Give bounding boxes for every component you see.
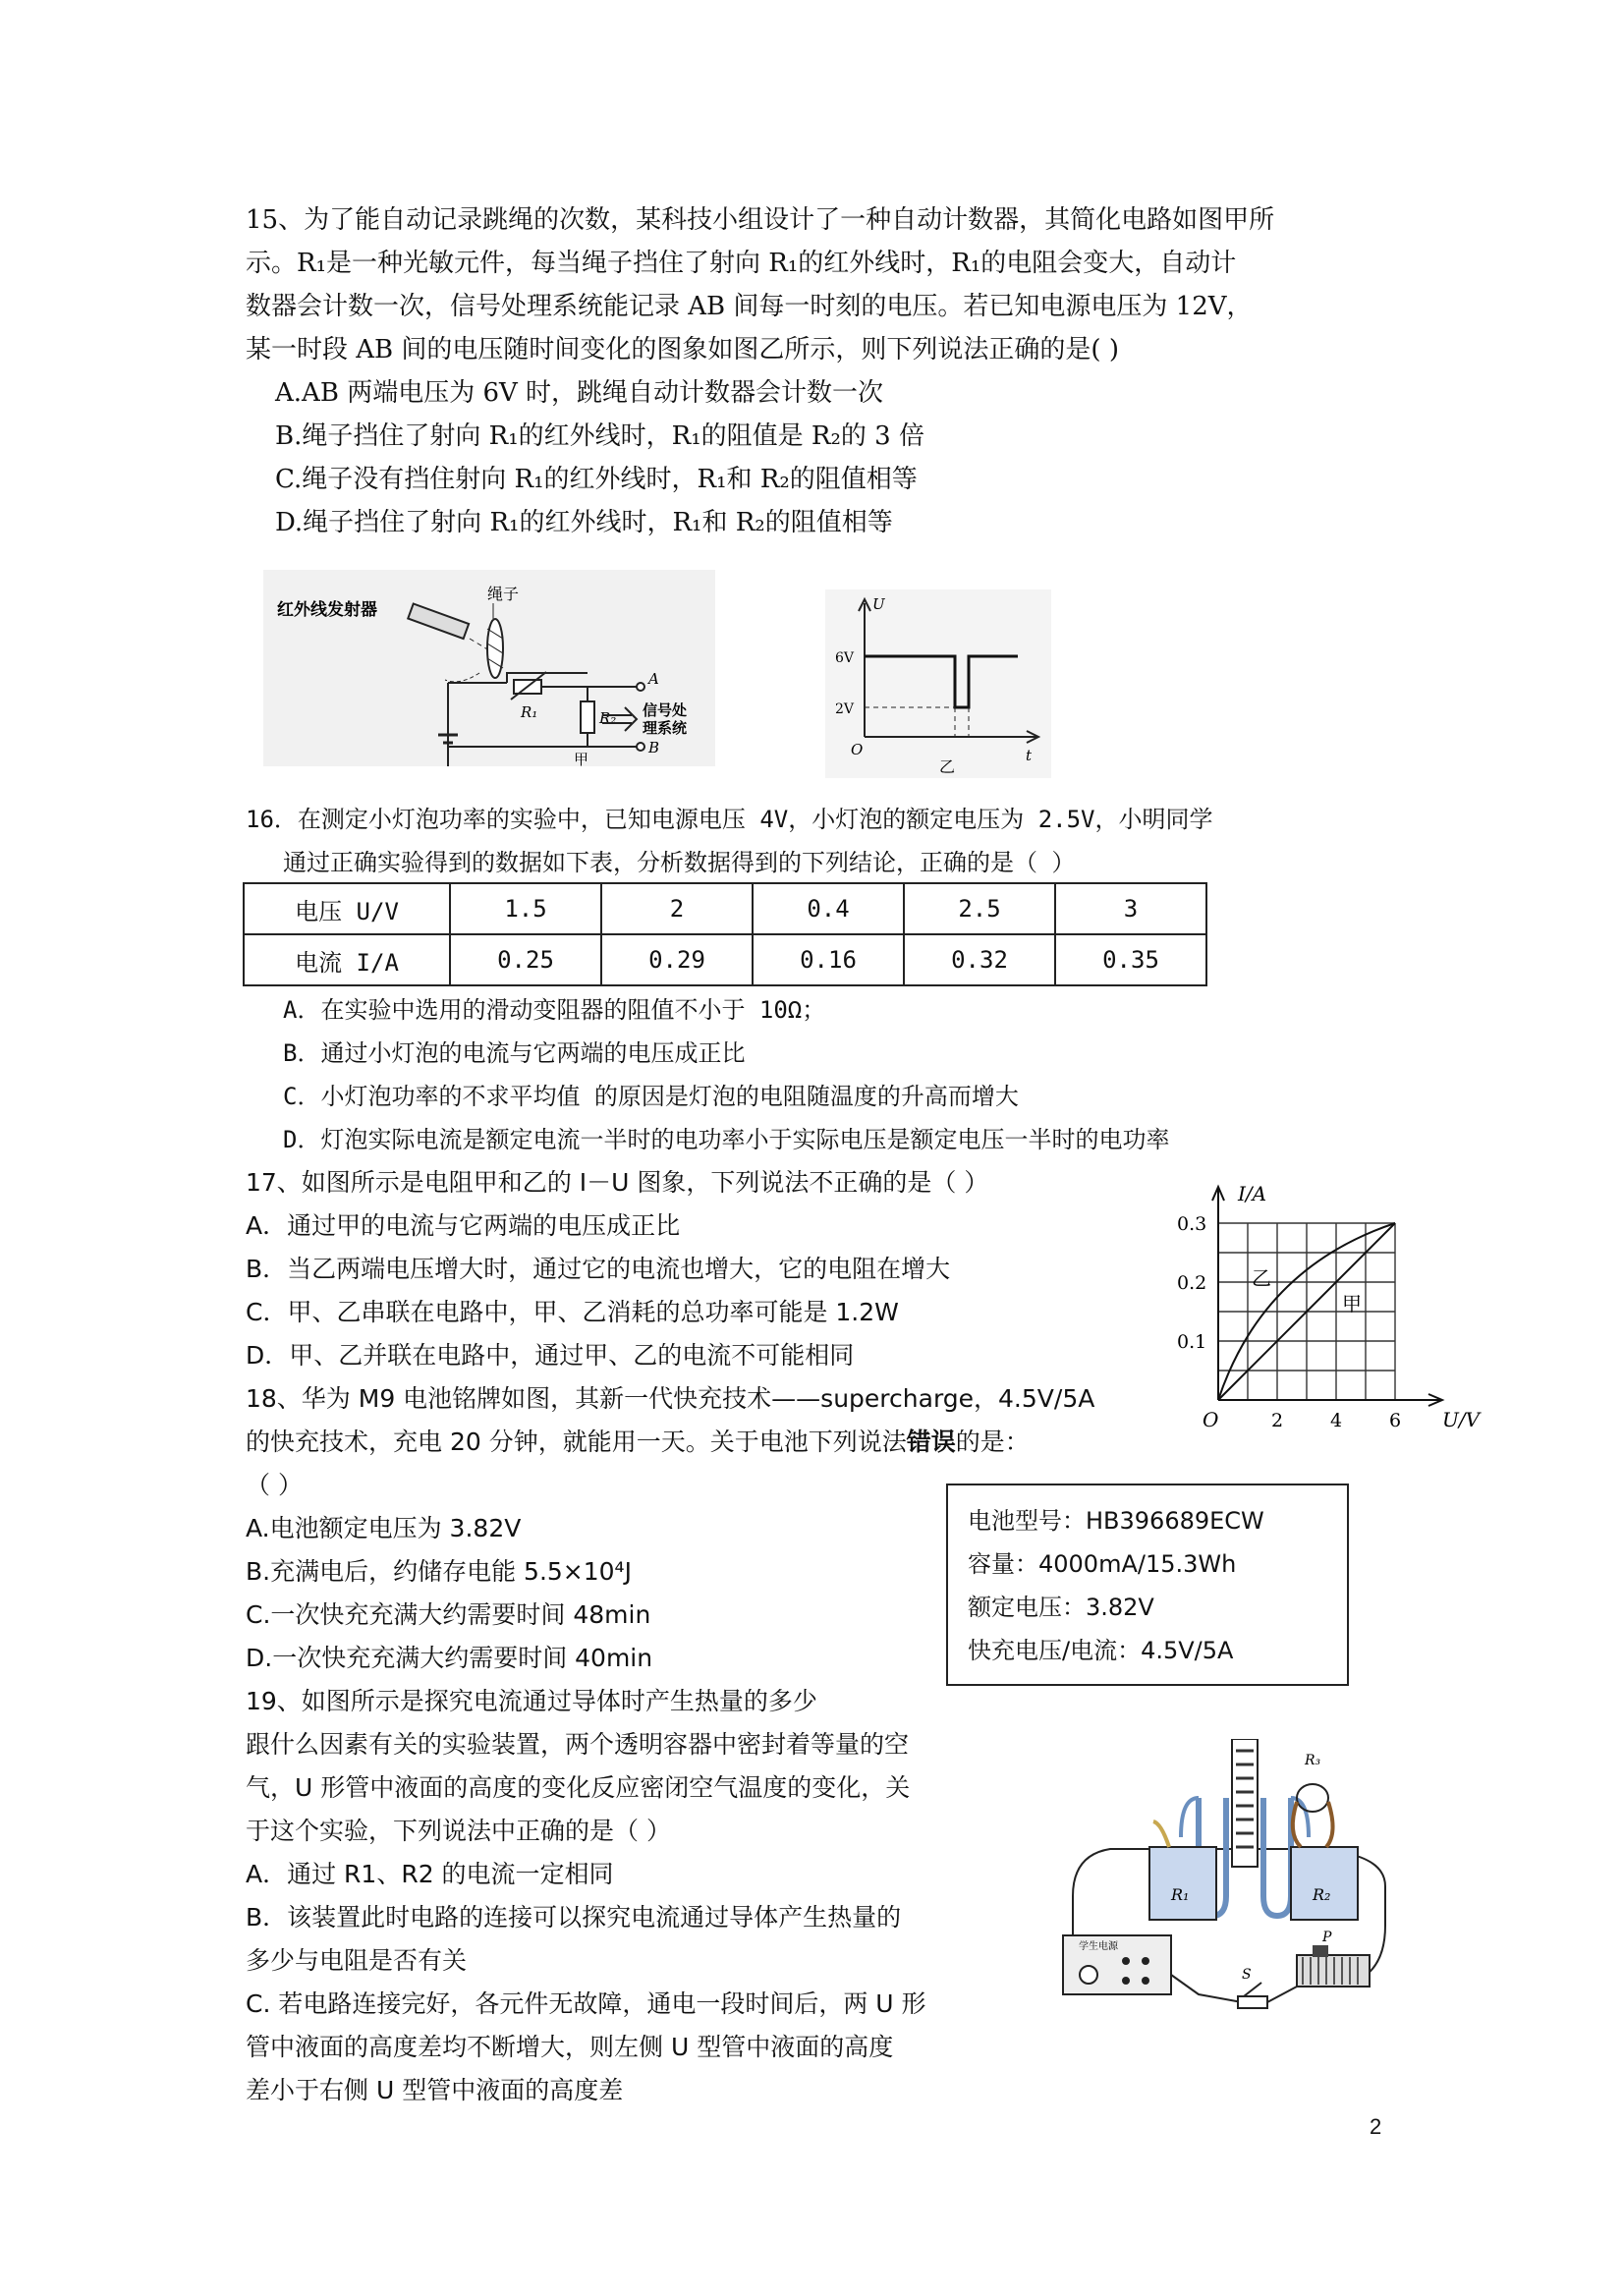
q15-line-4: 某一时段 AB 间的电压随时间变化的图象如图乙所示，则下列说法正确的是( ) [246, 335, 1119, 364]
slider-label: P [1322, 1930, 1332, 1945]
q19-line-4: 于这个实验，下列说法中正确的是（ ） [246, 1817, 671, 1845]
q18-stem-text: 的快充技术，充电 20 分钟，就能用一天。关于电池下列说法 [246, 1428, 907, 1456]
six-volt-tick: 6V [835, 650, 855, 666]
u-axis-label: U [872, 595, 885, 613]
origin-label: O [851, 741, 864, 758]
table-cell: 电流 I/A [244, 934, 450, 985]
u-axis-label: U/V [1442, 1408, 1481, 1431]
q15-line-3: 数器会计数一次，信号处理系统能记录 AB 间每一时刻的电压。若已知电源电压为 12V， [246, 292, 1253, 321]
q17-iu-graph [1169, 1179, 1493, 1444]
q18-paren: （ ） [246, 1471, 303, 1499]
q15-line-1: 15、为了能自动记录跳绳的次数，某科技小组设计了一种自动计数器，其简化电路如图甲所 [246, 205, 1275, 235]
table-cell: 0.16 [753, 934, 904, 985]
battery-rated-voltage: 额定电压：3.82V [968, 1594, 1154, 1621]
q16-option-c: C．小灯泡功率的不求平均值 的原因是灯泡的电阻随温度的升高而增大 [283, 1083, 1019, 1110]
q17-option-d: D．甲、乙并联在电路中，通过甲、乙的电流不可能相同 [246, 1341, 855, 1370]
r1-label: R₁ [521, 703, 538, 721]
q16-option-a: A．在实验中选用的滑动变阻器的阻值不小于 10Ω； [283, 996, 826, 1024]
supply-label: 学生电源 [1079, 1941, 1118, 1952]
q19-option-a: A．通过 R1、R2 的电流一定相同 [246, 1860, 614, 1888]
table-cell: 0.29 [601, 934, 753, 985]
q18-option-d: D.一次快充充满大约需要时间 40min [246, 1644, 653, 1672]
r2-label: R₂ [599, 709, 617, 727]
q17-option-c: C．甲、乙串联在电路中，甲、乙消耗的总功率可能是 1.2W [246, 1298, 899, 1326]
q15-line-2: 示。R₁是一种光敏元件，每当绳子挡住了射向 R₁的红外线时，R₁的电阻会变大，自动计 [246, 249, 1237, 278]
terminal-a-label: A [648, 670, 659, 688]
q15-voltage-time-graph [825, 589, 1051, 778]
y-tick-label: 0.2 [1177, 1272, 1207, 1294]
q19-apparatus-figure [1051, 1739, 1405, 2053]
curve-label-yi: 乙 [1252, 1266, 1271, 1290]
rope-label: 绳子 [487, 585, 520, 603]
q15-option-a: A.AB 两端电压为 6V 时，跳绳自动计数器会计数一次 [275, 378, 884, 408]
table-row-current [244, 934, 1206, 985]
table-row-voltage [244, 883, 1206, 934]
t-axis-label: t [1026, 747, 1033, 764]
q15-option-c: C.绳子没有挡住射向 R₁的红外线时，R₁和 R₂的阻值相等 [275, 465, 918, 494]
y-tick-label: 0.1 [1177, 1331, 1207, 1353]
switch-label: S [1242, 1967, 1252, 1983]
x-tick-label: 4 [1330, 1410, 1343, 1431]
r1-label: R₁ [1171, 1885, 1190, 1904]
page-number: 2 [1370, 2114, 1382, 2139]
q16-option-d: D．灯泡实际电流是额定电流一半时的电功率小于实际电压是额定电压一半时的电功率 [283, 1126, 1170, 1153]
terminal-b-label: B [648, 739, 660, 756]
table-cell: 2 [601, 883, 753, 934]
table-cell: 0.4 [753, 883, 904, 934]
system-label-2: 理系统 [643, 719, 688, 737]
r2-label: R₂ [1313, 1885, 1331, 1904]
q19-option-b-cont: 多少与电阻是否有关 [246, 1946, 468, 1975]
q19-line-2: 跟什么因素有关的实验装置，两个透明容器中密封着等量的空 [246, 1730, 910, 1759]
q19-option-c-cont-2: 差小于右侧 U 型管中液面的高度差 [246, 2076, 624, 2104]
q18-option-a: A.电池额定电压为 3.82V [246, 1514, 522, 1542]
q17-option-a: A．通过甲的电流与它两端的电压成正比 [246, 1211, 681, 1240]
battery-fast-charge: 快充电压/电流：4.5V/5A [968, 1637, 1234, 1664]
line-label-jia: 甲 [1342, 1292, 1362, 1316]
figure-jia-caption: 甲 [574, 751, 589, 766]
table-cell: 0.25 [450, 934, 601, 985]
battery-model: 电池型号：HB396689ECW [968, 1507, 1264, 1535]
x-tick-label: 2 [1271, 1410, 1284, 1431]
two-volt-tick: 2V [835, 701, 855, 717]
q15-option-b: B.绳子挡住了射向 R₁的红外线时，R₁的阻值是 R₂的 3 倍 [275, 421, 924, 451]
q18-emphasis: 错误 [906, 1428, 956, 1456]
table-cell: 3 [1055, 883, 1206, 934]
y-tick-label: 0.3 [1177, 1213, 1207, 1235]
r3-label: R₃ [1305, 1753, 1321, 1768]
q15-option-d: D.绳子挡住了射向 R₁的红外线时，R₁和 R₂的阻值相等 [275, 508, 893, 537]
q18-option-b: B.充满电后，约储存电能 5.5×10⁴J [246, 1557, 632, 1586]
table-cell: 1.5 [450, 883, 601, 934]
q16-data-table [243, 882, 1207, 986]
battery-capacity: 容量：4000mA/15.3Wh [968, 1550, 1237, 1578]
figure-yi-caption: 乙 [939, 757, 956, 776]
origin-label: O [1203, 1408, 1219, 1431]
q18-stem-text-end: 的是： [955, 1428, 1030, 1456]
q18-option-c: C.一次快充充满大约需要时间 48min [246, 1600, 651, 1629]
q16-option-b: B．通过小灯泡的电流与它两端的电压成正比 [283, 1039, 746, 1067]
q19-option-b: B．该装置此时电路的连接可以探究电流通过导体产生热量的 [246, 1903, 902, 1932]
q16-line-2: 通过正确实验得到的数据如下表，分析数据得到的下列结论，正确的是（ ） [283, 849, 1076, 876]
emitter-label: 红外线发射器 [277, 600, 377, 620]
i-axis-label: I/A [1238, 1182, 1267, 1205]
q17-option-b: B．当乙两端电压增大时，通过它的电流也增大，它的电阻在增大 [246, 1255, 951, 1283]
q19-option-c: C. 若电路连接完好，各元件无故障，通电一段时间后，两 U 形 [246, 1989, 926, 2018]
battery-label-box [946, 1484, 1349, 1686]
q15-circuit-figure [263, 570, 715, 766]
x-tick-label: 6 [1389, 1410, 1402, 1431]
q19-line-1: 19、如图所示是探究电流通过导体时产生热量的多少 [246, 1687, 817, 1715]
q16-line-1: 16．在测定小灯泡功率的实验中，已知电源电压 4V，小灯泡的额定电压为 2.5V，小明同学 [246, 806, 1213, 833]
table-cell: 电压 U/V [244, 883, 450, 934]
q18-stem-line-2 [246, 1425, 1030, 1460]
table-cell: 2.5 [904, 883, 1055, 934]
q17-stem: 17、如图所示是电阻甲和乙的 I－U 图象，下列说法不正确的是（ ） [246, 1168, 989, 1197]
q19-line-3: 气，U 形管中液面的高度的变化反应密闭空气温度的变化，关 [246, 1773, 911, 1802]
q18-stem-line-1: 18、华为 M9 电池铭牌如图，其新一代快充技术——supercharge，4.5V/5A [246, 1384, 1095, 1413]
system-label-1: 信号处 [643, 701, 688, 719]
table-cell: 0.32 [904, 934, 1055, 985]
q19-option-c-cont-1: 管中液面的高度差均不断增大，则左侧 U 型管中液面的高度 [246, 2033, 894, 2061]
table-cell: 0.35 [1055, 934, 1206, 985]
